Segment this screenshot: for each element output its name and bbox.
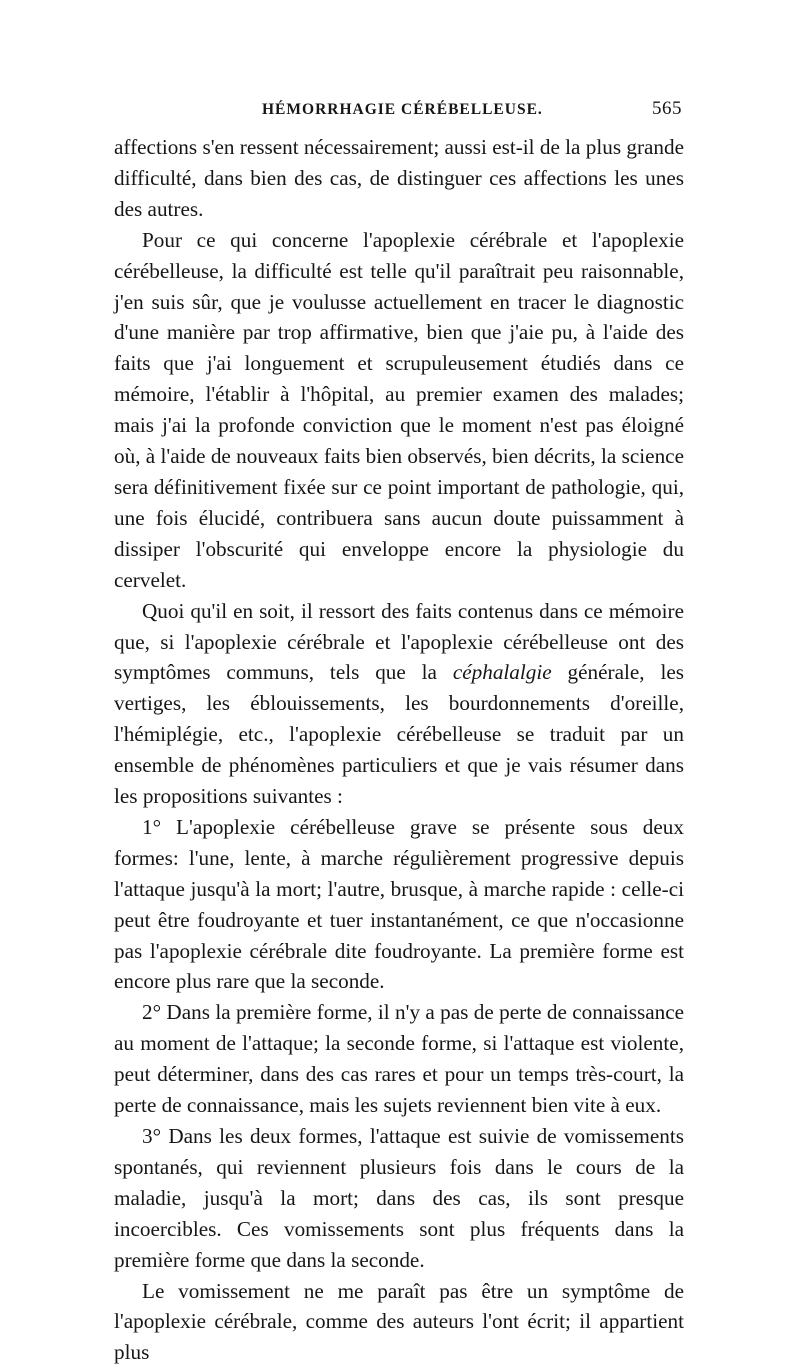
paragraph-diagnosis: Pour ce qui concerne l'apoplexie cérébrale et l'apoplexie cérébelleuse, la difficulté est telle qu'il paraîtrait peu raisonnable, j'en suis sûr, que je voulusse actuellement en tracer le diagnostic d'une manière par trop affirmative, bien que j'aie pu, à l'aide des faits que j'ai longuement et scrupuleusement étudiés dans ce mémoire, l'établir à l'hôpital, au premier examen des malades; mais j'ai la profonde conviction que le moment n'est pas éloigné où, à l'aide de nouveaux faits bien observés, bien décrits, la science sera définitivement fixée sur ce point important de pathologie, qui, une fois élucidé, contribuera sans aucun doute puissamment à dissiper l'obscurité qui enveloppe encore la physiologie du cervelet. [114, 227, 684, 592]
body-text [114, 132, 684, 1368]
running-head [114, 96, 684, 132]
book-page [114, 96, 684, 1368]
paragraph-continuation: affections s'en ressent nécessairement; aussi est-il de la plus grande difficulté, dans bien des cas, de distinguer ces affections les unes des autres. [114, 135, 685, 221]
paragraph-common-symptoms-end: générale, les vertiges, les éblouissements, les bourdonnements d'oreille, l'hémiplégie, etc., l'apoplexie cérébelleuse se traduit par un ensemble de phénomènes particuliers et que je vais résumer dans les propositions suivantes : [114, 660, 684, 809]
running-title: HÉMORRHAGIE CÉRÉBELLEUSE. [262, 101, 543, 118]
paragraph-vomiting: Le vomissement ne me paraît pas être un symptôme de l'apoplexie cérébrale, comme des auteurs l'ont écrit; il appartient plus [114, 1278, 684, 1365]
proposition-1: 1° L'apoplexie cérébelleuse grave se présente sous deux formes: l'une, lente, à marche régulièrement progressive depuis l'attaque jusqu'à la mort; l'autre, brusque, à marche rapide : celle-ci peut être foudroyante et tuer instantanément, ce que n'occasionne pas l'apoplexie cérébrale dite foudroyante. La première forme est encore plus rare que la seconde. [114, 814, 684, 994]
italic-term: céphalalgie [452, 660, 552, 685]
proposition-2: 2° Dans la première forme, il n'y a pas de perte de connaissance au moment de l'attaque; la seconde forme, si l'attaque est violente, peut déterminer, dans des cas rares et pour un temps très-court, la perte de connaissance, mais les sujets reviennent bien vite à eux. [114, 1000, 684, 1118]
paragraph-common-symptoms [114, 596, 684, 812]
page-number: 565 [652, 98, 682, 119]
paragraph-common-symptoms-start: Quoi qu'il en soit, il ressort des faits contenus dans ce mémoire que, si l'apoplexie cérébrale et l'apoplexie cérébelleuse ont des symptômes communs, tels que la [114, 598, 684, 685]
proposition-3: 3° Dans les deux formes, l'attaque est suivie de vomissements spontanés, qui reviennent plusieurs fois dans le cours de la maladie, jusqu'à la mort; dans des cas, ils sont presque incoercibles. Ces vomissements sont plus fréquents dans la première forme que dans la seconde. [114, 1124, 684, 1272]
